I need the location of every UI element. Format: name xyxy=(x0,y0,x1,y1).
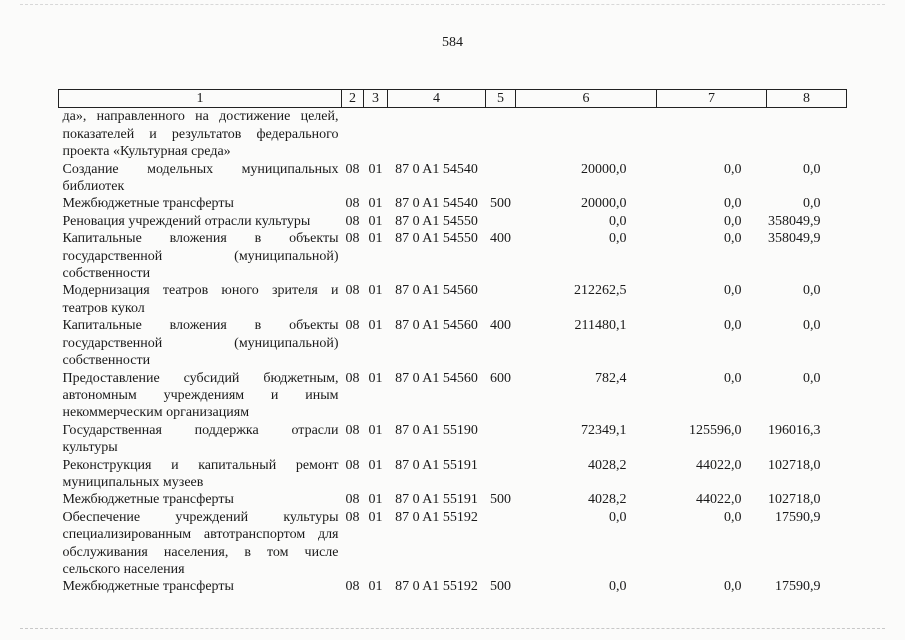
amount-col-8: 102718,0 xyxy=(768,457,821,473)
target-article-code: 87 0 A1 55190 xyxy=(395,422,478,438)
column-header: 1 xyxy=(59,90,342,108)
page-number: 584 xyxy=(442,35,463,50)
table-row xyxy=(59,195,847,212)
subsection-code: 01 xyxy=(368,283,383,299)
amount-col-8: 0,0 xyxy=(803,283,821,299)
scan-edge-top xyxy=(20,4,885,6)
row-name: Государственная поддержка отрасли культуры xyxy=(62,422,339,456)
amount-col-8: 0,0 xyxy=(803,370,821,386)
table-row xyxy=(59,422,847,457)
section-code: 08 xyxy=(345,213,360,229)
amount-col-7: 0,0 xyxy=(724,213,742,229)
section-code: 08 xyxy=(345,492,360,508)
subsection-code: 01 xyxy=(368,196,383,212)
table-row xyxy=(59,578,847,595)
expense-type-code xyxy=(486,422,516,457)
column-header: 5 xyxy=(486,90,516,108)
target-article-code: 87 0 A1 54550 xyxy=(395,213,478,229)
table-row xyxy=(59,370,847,422)
amount-col-6: 0,0 xyxy=(609,579,627,595)
subsection-code: 01 xyxy=(368,579,383,595)
row-name: Реконструкция и капитальный ремонт муниципальных музеев xyxy=(62,457,339,490)
subsection-code: 01 xyxy=(368,509,383,525)
expense-type-code xyxy=(486,108,516,161)
expense-type-code: 400 xyxy=(490,318,511,334)
table-row xyxy=(59,509,847,579)
table-row xyxy=(59,491,847,508)
column-header: 2 xyxy=(342,90,364,108)
section-code: 08 xyxy=(345,318,360,334)
table-row xyxy=(59,282,847,317)
amount-col-7: 0,0 xyxy=(724,196,742,212)
subsection-code: 01 xyxy=(368,231,383,247)
amount-col-7: 0,0 xyxy=(724,509,742,525)
subsection-code: 01 xyxy=(368,213,383,229)
row-name: Создание модельных муниципальных библиотек xyxy=(62,161,339,195)
column-header: 6 xyxy=(516,90,657,108)
amount-col-8: 102718,0 xyxy=(768,492,821,508)
amount-col-8: 17590,9 xyxy=(775,579,821,595)
section-code: 08 xyxy=(345,422,360,438)
amount-col-7 xyxy=(657,108,767,161)
row-name: Капитальные вложения в объекты государственной (муниципальной) собственности xyxy=(62,318,339,369)
table-row xyxy=(59,230,847,282)
table-row xyxy=(59,108,847,161)
amount-col-7: 0,0 xyxy=(724,370,742,386)
amount-col-7: 0,0 xyxy=(724,161,742,177)
section-code: 08 xyxy=(345,283,360,299)
subsection-code: 01 xyxy=(368,370,383,386)
amount-col-6: 20000,0 xyxy=(581,161,627,177)
table-row xyxy=(59,213,847,230)
column-header: 4 xyxy=(388,90,486,108)
section-code: 08 xyxy=(345,196,360,212)
section-code: 08 xyxy=(345,370,360,386)
row-name: Межбюджетные трансферты xyxy=(62,492,234,508)
amount-col-6: 4028,2 xyxy=(588,457,627,473)
row-name: Реновация учреждений отрасли культуры xyxy=(62,213,311,229)
row-name: да», направленного на достижение целей, показателей и результатов федерального проекта «Культурная среда» xyxy=(62,109,339,160)
amount-col-7: 44022,0 xyxy=(696,492,742,508)
amount-col-6: 0,0 xyxy=(609,231,627,247)
expense-type-code: 400 xyxy=(490,231,511,247)
section-code: 08 xyxy=(345,161,360,177)
amount-col-6 xyxy=(516,108,657,161)
section-code: 08 xyxy=(345,231,360,247)
amount-col-6: 212262,5 xyxy=(574,283,627,299)
amount-col-8: 358049,9 xyxy=(768,231,821,247)
target-article-code xyxy=(388,108,486,161)
expense-type-code xyxy=(486,457,516,492)
expense-type-code: 500 xyxy=(490,492,511,508)
target-article-code: 87 0 A1 55191 xyxy=(395,492,478,508)
column-header: 8 xyxy=(767,90,847,108)
table-row xyxy=(59,161,847,196)
section-code: 08 xyxy=(345,457,360,473)
expense-type-code xyxy=(486,161,516,196)
amount-col-6: 72349,1 xyxy=(581,422,627,438)
amount-col-8: 0,0 xyxy=(803,196,821,212)
target-article-code: 87 0 A1 55192 xyxy=(395,579,478,595)
expense-type-code xyxy=(486,282,516,317)
row-name: Капитальные вложения в объекты государственной (муниципальной) собственности xyxy=(62,231,339,282)
scan-edge-bottom xyxy=(20,628,885,630)
expense-type-code: 500 xyxy=(490,579,511,595)
row-name: Предоставление субсидий бюджетным, автономным учреждениям и иным некоммерческим организациям xyxy=(62,370,339,421)
section-code: 08 xyxy=(345,509,360,525)
amount-col-8: 0,0 xyxy=(803,161,821,177)
amount-col-6: 211480,1 xyxy=(574,318,627,334)
amount-col-8: 0,0 xyxy=(803,318,821,334)
amount-col-8 xyxy=(767,108,847,161)
subsection-code: 01 xyxy=(368,492,383,508)
amount-col-6: 0,0 xyxy=(609,213,627,229)
amount-col-7: 0,0 xyxy=(724,231,742,247)
column-header: 3 xyxy=(364,90,388,108)
table-row xyxy=(59,457,847,492)
subsection-code xyxy=(364,108,388,161)
budget-table xyxy=(58,89,847,596)
row-name: Межбюджетные трансферты xyxy=(62,196,234,212)
section-code xyxy=(342,108,364,161)
amount-col-6: 0,0 xyxy=(609,509,627,525)
expense-type-code: 600 xyxy=(490,370,511,386)
row-name: Обеспечение учреждений культуры специализированным автотранспортом для обслуживания населения, в том числе сельского населения xyxy=(62,509,339,577)
header-row xyxy=(59,90,847,108)
section-code: 08 xyxy=(345,579,360,595)
amount-col-8: 358049,9 xyxy=(768,213,821,229)
amount-col-7: 0,0 xyxy=(724,579,742,595)
subsection-code: 01 xyxy=(368,161,383,177)
target-article-code: 87 0 A1 54560 xyxy=(395,283,478,299)
subsection-code: 01 xyxy=(368,422,383,438)
expense-type-code xyxy=(486,509,516,579)
amount-col-7: 0,0 xyxy=(724,283,742,299)
target-article-code: 87 0 A1 54540 xyxy=(395,161,478,177)
table-body xyxy=(59,108,847,596)
target-article-code: 87 0 A1 54560 xyxy=(395,318,478,334)
row-name: Межбюджетные трансферты xyxy=(62,579,234,595)
expense-type-code xyxy=(486,213,516,230)
amount-col-7: 125596,0 xyxy=(689,422,742,438)
amount-col-7: 0,0 xyxy=(724,318,742,334)
target-article-code: 87 0 A1 54540 xyxy=(395,196,478,212)
target-article-code: 87 0 A1 54550 xyxy=(395,231,478,247)
amount-col-6: 4028,2 xyxy=(588,492,627,508)
table-row xyxy=(59,317,847,369)
amount-col-8: 196016,3 xyxy=(768,422,821,438)
amount-col-6: 20000,0 xyxy=(581,196,627,212)
target-article-code: 87 0 A1 55191 xyxy=(395,457,478,473)
subsection-code: 01 xyxy=(368,457,383,473)
subsection-code: 01 xyxy=(368,318,383,334)
expense-type-code: 500 xyxy=(490,196,511,212)
row-name: Модернизация театров юного зрителя и театров кукол xyxy=(62,283,339,316)
amount-col-7: 44022,0 xyxy=(696,457,742,473)
target-article-code: 87 0 A1 54560 xyxy=(395,370,478,386)
target-article-code: 87 0 A1 55192 xyxy=(395,509,478,525)
amount-col-8: 17590,9 xyxy=(775,509,821,525)
amount-col-6: 782,4 xyxy=(595,370,627,386)
column-header: 7 xyxy=(657,90,767,108)
